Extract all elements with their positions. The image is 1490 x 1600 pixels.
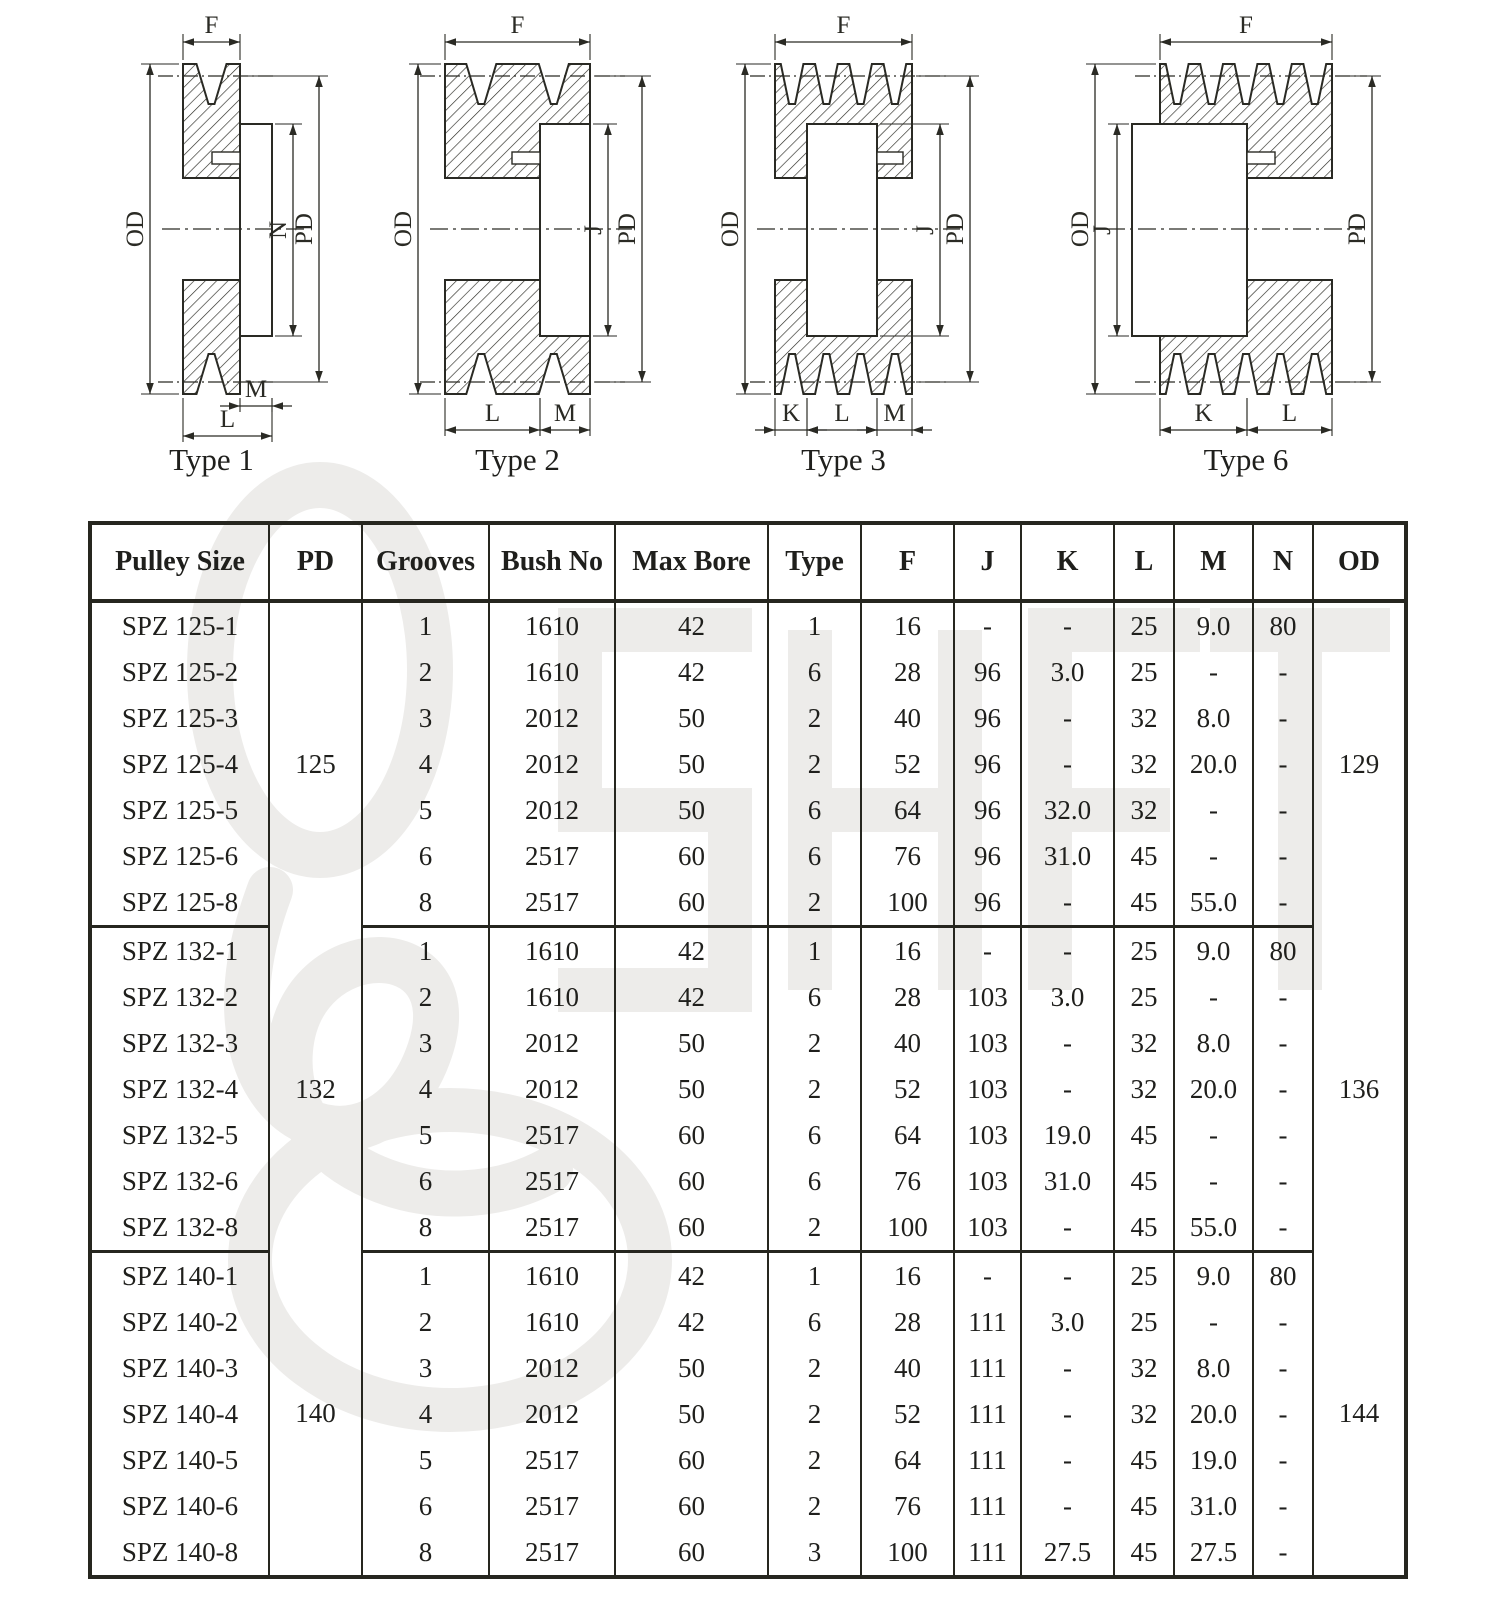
table-cell: 8.0 <box>1174 1345 1253 1391</box>
table-cell: 2517 <box>489 1158 615 1204</box>
dim-label-l: L <box>219 406 236 433</box>
table-cell: 8 <box>362 1204 489 1252</box>
table-cell: 50 <box>615 741 768 787</box>
table-cell: - <box>1253 695 1313 741</box>
table-cell: 27.5 <box>1021 1529 1114 1577</box>
table-cell: 3.0 <box>1021 1299 1114 1345</box>
pulley-spec-table <box>88 521 1408 1579</box>
table-cell: 1 <box>362 1252 489 1300</box>
table-cell: 100 <box>861 1529 954 1577</box>
table-cell: 1610 <box>489 974 615 1020</box>
pulley-size-cell: SPZ 140-3 <box>90 1345 269 1391</box>
table-cell: - <box>954 927 1021 975</box>
bush-bore <box>807 124 877 336</box>
pulley-size-cell: SPZ 125-1 <box>90 601 269 649</box>
table-cell: 28 <box>861 1299 954 1345</box>
table-cell: - <box>1253 879 1313 927</box>
table-cell: 64 <box>861 1112 954 1158</box>
table-cell: - <box>1021 601 1114 649</box>
diagram-caption: Type 6 <box>1203 442 1289 477</box>
table-cell: 103 <box>954 1204 1021 1252</box>
table-cell: 60 <box>615 833 768 879</box>
table-cell: 2 <box>768 1483 861 1529</box>
table-cell: - <box>1253 1483 1313 1529</box>
table-cell: 20.0 <box>1174 741 1253 787</box>
table-cell: 32 <box>1114 1391 1174 1437</box>
table-cell: 2 <box>768 1020 861 1066</box>
table-cell: 111 <box>954 1529 1021 1577</box>
dim-label-pd: PD <box>291 213 318 245</box>
table-cell: 60 <box>615 1529 768 1577</box>
table-cell: 32 <box>1114 1345 1174 1391</box>
table-cell: 31.0 <box>1174 1483 1253 1529</box>
table-cell: 55.0 <box>1174 1204 1253 1252</box>
table-cell: 45 <box>1114 879 1174 927</box>
table-cell: 6 <box>362 833 489 879</box>
dim-label-m: M <box>553 400 577 427</box>
table-cell: 60 <box>615 1204 768 1252</box>
pulley-size-cell: SPZ 125-3 <box>90 695 269 741</box>
dim-label-l: L <box>484 400 501 427</box>
table-cell: 1610 <box>489 601 615 649</box>
table-cell: 25 <box>1114 974 1174 1020</box>
table-cell: - <box>1174 833 1253 879</box>
table-cell: - <box>1253 833 1313 879</box>
table-cell: 50 <box>615 1345 768 1391</box>
column-header: Type <box>768 523 861 601</box>
table-cell: 5 <box>362 787 489 833</box>
table-cell: - <box>1253 1345 1313 1391</box>
column-header: L <box>1114 523 1174 601</box>
column-header: Grooves <box>362 523 489 601</box>
table-cell: 45 <box>1114 1158 1174 1204</box>
dim-label-od: OD <box>390 210 417 248</box>
table-cell: 45 <box>1114 1529 1174 1577</box>
column-header: F <box>861 523 954 601</box>
table-cell: 103 <box>954 1112 1021 1158</box>
table-cell: 28 <box>861 649 954 695</box>
table-cell: 4 <box>362 741 489 787</box>
table-cell: 1610 <box>489 649 615 695</box>
table-cell: 111 <box>954 1437 1021 1483</box>
table-cell: 2 <box>768 1345 861 1391</box>
table-cell: 32 <box>1114 741 1174 787</box>
table-cell: 80 <box>1253 601 1313 649</box>
table-cell: 60 <box>615 879 768 927</box>
table-cell: 42 <box>615 1252 768 1300</box>
table-cell: 76 <box>861 1483 954 1529</box>
table-cell: 1610 <box>489 1299 615 1345</box>
table-cell: 76 <box>861 833 954 879</box>
dim-label-pd: PD <box>1344 213 1371 245</box>
dim-label-m: M <box>244 376 268 403</box>
table-cell: 1 <box>362 927 489 975</box>
pulley-size-cell: SPZ 140-5 <box>90 1437 269 1483</box>
pulley-size-cell: SPZ 125-2 <box>90 649 269 695</box>
dim-label-j: J <box>912 225 939 235</box>
dim-label-l: L <box>1281 400 1298 427</box>
table-cell: 1610 <box>489 927 615 975</box>
table-cell: 52 <box>861 741 954 787</box>
table-cell: - <box>1174 974 1253 1020</box>
column-header: Pulley Size <box>90 523 269 601</box>
table-cell: 3 <box>362 1345 489 1391</box>
table-cell: 6 <box>768 787 861 833</box>
table-cell: 8 <box>362 879 489 927</box>
table-cell: - <box>1253 1204 1313 1252</box>
table-cell: 6 <box>768 1112 861 1158</box>
table-cell: - <box>1253 1112 1313 1158</box>
dim-label-f: F <box>510 12 525 39</box>
table-cell: 8.0 <box>1174 695 1253 741</box>
table-cell: 2 <box>362 974 489 1020</box>
column-header: Max Bore <box>615 523 768 601</box>
table-cell: 2517 <box>489 879 615 927</box>
dim-label-pd: PD <box>942 213 969 245</box>
table-cell: 3 <box>362 1020 489 1066</box>
dim-label-f: F <box>204 12 219 39</box>
table-cell: 19.0 <box>1174 1437 1253 1483</box>
pulley-diagram-type-6 <box>1065 6 1445 463</box>
table-cell: 1610 <box>489 1252 615 1300</box>
table-cell: 3.0 <box>1021 649 1114 695</box>
table-cell: - <box>1174 649 1253 695</box>
table-cell: 42 <box>615 649 768 695</box>
dim-label-k: K <box>781 400 801 427</box>
table-cell: 45 <box>1114 1483 1174 1529</box>
table-cell: 31.0 <box>1021 833 1114 879</box>
table-cell: 16 <box>861 927 954 975</box>
pulley-diagram-type-1 <box>95 6 345 463</box>
table-cell: 52 <box>861 1391 954 1437</box>
table-cell: 4 <box>362 1066 489 1112</box>
table-cell: 60 <box>615 1158 768 1204</box>
pulley-size-cell: SPZ 140-1 <box>90 1252 269 1300</box>
table-cell: 25 <box>1114 927 1174 975</box>
pulley-size-cell: SPZ 140-4 <box>90 1391 269 1437</box>
table-cell: 96 <box>954 879 1021 927</box>
table-cell: 96 <box>954 649 1021 695</box>
table-cell: 103 <box>954 974 1021 1020</box>
table-cell: 42 <box>615 974 768 1020</box>
spec-table <box>88 521 1408 1579</box>
table-cell: 6 <box>362 1158 489 1204</box>
od-merged-cell: 129 <box>1313 601 1406 927</box>
table-cell: 20.0 <box>1174 1066 1253 1112</box>
table-cell: 55.0 <box>1174 879 1253 927</box>
table-cell: 25 <box>1114 601 1174 649</box>
table-cell: - <box>1021 1483 1114 1529</box>
table-cell: 100 <box>861 879 954 927</box>
pulley-size-cell: SPZ 125-5 <box>90 787 269 833</box>
table-cell: 42 <box>615 927 768 975</box>
table-cell: 2012 <box>489 1345 615 1391</box>
diagram-caption: Type 2 <box>475 442 560 477</box>
dim-label-n: N <box>265 220 292 240</box>
table-cell: 80 <box>1253 927 1313 975</box>
dim-label-od: OD <box>122 210 149 248</box>
table-cell: 2012 <box>489 1020 615 1066</box>
table-cell: 6 <box>768 649 861 695</box>
table-cell: 50 <box>615 695 768 741</box>
table-cell: 2012 <box>489 741 615 787</box>
table-cell: 25 <box>1114 1299 1174 1345</box>
table-cell: 103 <box>954 1020 1021 1066</box>
table-row <box>90 927 1406 975</box>
table-cell: 25 <box>1114 1252 1174 1300</box>
table-cell: 2 <box>362 649 489 695</box>
table-cell: 5 <box>362 1112 489 1158</box>
column-header: Bush No <box>489 523 615 601</box>
bush-bore <box>1132 124 1247 336</box>
table-cell: 2517 <box>489 1112 615 1158</box>
pulley-diagram-type-2 <box>380 6 680 463</box>
pulley-size-cell: SPZ 125-6 <box>90 833 269 879</box>
table-cell: 2 <box>768 879 861 927</box>
pulley-size-cell: SPZ 140-6 <box>90 1483 269 1529</box>
pulley-size-cell: SPZ 132-5 <box>90 1112 269 1158</box>
table-cell: 25 <box>1114 649 1174 695</box>
table-cell: 2517 <box>489 1437 615 1483</box>
table-cell: 80 <box>1253 1252 1313 1300</box>
diagram-caption: Type 3 <box>801 442 886 477</box>
table-cell: 32 <box>1114 1020 1174 1066</box>
table-cell: 6 <box>768 974 861 1020</box>
dim-label-j: J <box>580 225 607 235</box>
table-cell: 52 <box>861 1066 954 1112</box>
header-row <box>90 523 1406 601</box>
pulley-size-cell: SPZ 140-2 <box>90 1299 269 1345</box>
dim-label-m: M <box>883 400 906 427</box>
dim-label-od: OD <box>717 210 744 248</box>
table-row <box>90 601 1406 649</box>
table-cell: 8 <box>362 1529 489 1577</box>
pd-merged-cell: 125 <box>269 601 362 927</box>
table-cell: 9.0 <box>1174 601 1253 649</box>
table-cell: 45 <box>1114 833 1174 879</box>
table-cell: 2012 <box>489 787 615 833</box>
pulley-size-cell: SPZ 140-8 <box>90 1529 269 1577</box>
table-cell: 60 <box>615 1112 768 1158</box>
table-cell: 45 <box>1114 1437 1174 1483</box>
pulley-size-cell: SPZ 132-3 <box>90 1020 269 1066</box>
table-cell: 16 <box>861 1252 954 1300</box>
table-cell: 1 <box>768 927 861 975</box>
column-header: J <box>954 523 1021 601</box>
table-cell: 96 <box>954 833 1021 879</box>
table-cell: - <box>1174 1112 1253 1158</box>
table-cell: - <box>1021 1252 1114 1300</box>
table-cell: 6 <box>768 1158 861 1204</box>
table-cell: 2517 <box>489 833 615 879</box>
table-cell: - <box>1021 1020 1114 1066</box>
table-cell: 32 <box>1114 787 1174 833</box>
table-cell: 6 <box>768 1299 861 1345</box>
pulley-size-cell: SPZ 125-8 <box>90 879 269 927</box>
table-cell: 9.0 <box>1174 1252 1253 1300</box>
dim-label-l: L <box>834 400 850 427</box>
table-cell: 45 <box>1114 1112 1174 1158</box>
table-cell: 76 <box>861 1158 954 1204</box>
table-cell: - <box>1253 741 1313 787</box>
column-header: M <box>1174 523 1253 601</box>
table-cell: 50 <box>615 1066 768 1112</box>
table-cell: 16 <box>861 601 954 649</box>
table-cell: 3 <box>768 1529 861 1577</box>
table-cell: 2012 <box>489 695 615 741</box>
table-cell: 50 <box>615 787 768 833</box>
pulley-diagram-type-3 <box>715 6 995 463</box>
table-cell: - <box>1253 974 1313 1020</box>
table-cell: 40 <box>861 1020 954 1066</box>
pulley-size-cell: SPZ 132-2 <box>90 974 269 1020</box>
pulley-size-cell: SPZ 132-6 <box>90 1158 269 1204</box>
table-cell: 64 <box>861 787 954 833</box>
table-cell: 2 <box>362 1299 489 1345</box>
dim-label-pd: PD <box>614 213 641 245</box>
od-merged-cell: 144 <box>1313 1252 1406 1578</box>
diagram-caption: Type 1 <box>169 442 254 477</box>
table-cell: 2 <box>768 695 861 741</box>
table-cell: - <box>1021 695 1114 741</box>
table-cell: - <box>1021 1437 1114 1483</box>
pd-merged-cell: 132 <box>269 927 362 1252</box>
table-cell: - <box>1253 1299 1313 1345</box>
table-cell: 2 <box>768 1391 861 1437</box>
table-cell: - <box>1021 1391 1114 1437</box>
table-cell: 1 <box>768 601 861 649</box>
pulley-size-cell: SPZ 132-8 <box>90 1204 269 1252</box>
table-cell: - <box>1253 649 1313 695</box>
table-cell: 2 <box>768 741 861 787</box>
table-cell: 3.0 <box>1021 974 1114 1020</box>
table-cell: 42 <box>615 601 768 649</box>
table-cell: 64 <box>861 1437 954 1483</box>
table-cell: 31.0 <box>1021 1158 1114 1204</box>
table-cell: 42 <box>615 1299 768 1345</box>
table-cell: 19.0 <box>1021 1112 1114 1158</box>
table-cell: 1 <box>362 601 489 649</box>
table-cell: - <box>1174 1299 1253 1345</box>
table-cell: - <box>1253 1437 1313 1483</box>
table-cell: 2 <box>768 1204 861 1252</box>
table-cell: - <box>1253 1529 1313 1577</box>
table-cell: 2517 <box>489 1483 615 1529</box>
table-cell: - <box>1021 741 1114 787</box>
table-cell: 60 <box>615 1483 768 1529</box>
table-cell: 103 <box>954 1158 1021 1204</box>
dim-label-k: K <box>1194 400 1213 427</box>
table-cell: 3 <box>362 695 489 741</box>
dim-label-od: OD <box>1067 210 1094 248</box>
dim-label-f: F <box>1239 12 1253 39</box>
table-cell: - <box>954 1252 1021 1300</box>
table-cell: 111 <box>954 1483 1021 1529</box>
table-cell: 50 <box>615 1391 768 1437</box>
column-header: OD <box>1313 523 1406 601</box>
column-header: PD <box>269 523 362 601</box>
pd-merged-cell: 140 <box>269 1252 362 1578</box>
pulley-size-cell: SPZ 125-4 <box>90 741 269 787</box>
dim-label-f: F <box>836 12 851 39</box>
table-cell: - <box>1174 787 1253 833</box>
column-header: N <box>1253 523 1313 601</box>
table-cell: 2517 <box>489 1204 615 1252</box>
table-cell: 28 <box>861 974 954 1020</box>
table-cell: - <box>954 601 1021 649</box>
table-cell: 6 <box>362 1483 489 1529</box>
table-cell: 40 <box>861 695 954 741</box>
table-cell: 4 <box>362 1391 489 1437</box>
table-cell: 2012 <box>489 1066 615 1112</box>
table-cell: 2 <box>768 1066 861 1112</box>
table-cell: 1 <box>768 1252 861 1300</box>
od-merged-cell: 136 <box>1313 927 1406 1252</box>
column-header: K <box>1021 523 1114 601</box>
table-cell: 32 <box>1114 1066 1174 1112</box>
table-cell: 103 <box>954 1066 1021 1112</box>
table-cell: 6 <box>768 833 861 879</box>
table-cell: 96 <box>954 787 1021 833</box>
pulley-size-cell: SPZ 132-1 <box>90 927 269 975</box>
table-cell: 5 <box>362 1437 489 1483</box>
table-cell: - <box>1021 879 1114 927</box>
table-cell: 32 <box>1114 695 1174 741</box>
table-row <box>90 1252 1406 1300</box>
table-cell: 8.0 <box>1174 1020 1253 1066</box>
table-cell: - <box>1253 1391 1313 1437</box>
table-cell: 27.5 <box>1174 1529 1253 1577</box>
table-cell: 20.0 <box>1174 1391 1253 1437</box>
table-cell: 111 <box>954 1345 1021 1391</box>
table-cell: 40 <box>861 1345 954 1391</box>
table-cell: 32.0 <box>1021 787 1114 833</box>
table-cell: - <box>1253 1066 1313 1112</box>
table-cell: - <box>1253 787 1313 833</box>
table-cell: - <box>1253 1158 1313 1204</box>
rim-section-bottom <box>183 280 240 394</box>
table-cell: 50 <box>615 1020 768 1066</box>
table-cell: 100 <box>861 1204 954 1252</box>
table-cell: 60 <box>615 1437 768 1483</box>
pulley-size-cell: SPZ 132-4 <box>90 1066 269 1112</box>
table-cell: 9.0 <box>1174 927 1253 975</box>
table-cell: 2 <box>768 1437 861 1483</box>
table-cell: 111 <box>954 1299 1021 1345</box>
table-cell: - <box>1021 1345 1114 1391</box>
table-cell: 2012 <box>489 1391 615 1437</box>
table-cell: 96 <box>954 741 1021 787</box>
table-cell: 2517 <box>489 1529 615 1577</box>
table-cell: 96 <box>954 695 1021 741</box>
table-cell: - <box>1021 1204 1114 1252</box>
table-cell: - <box>1021 927 1114 975</box>
dim-label-j: J <box>1089 225 1116 235</box>
table-cell: 45 <box>1114 1204 1174 1252</box>
table-cell: 111 <box>954 1391 1021 1437</box>
table-cell: - <box>1253 1020 1313 1066</box>
table-cell: - <box>1021 1066 1114 1112</box>
table-cell: - <box>1174 1158 1253 1204</box>
